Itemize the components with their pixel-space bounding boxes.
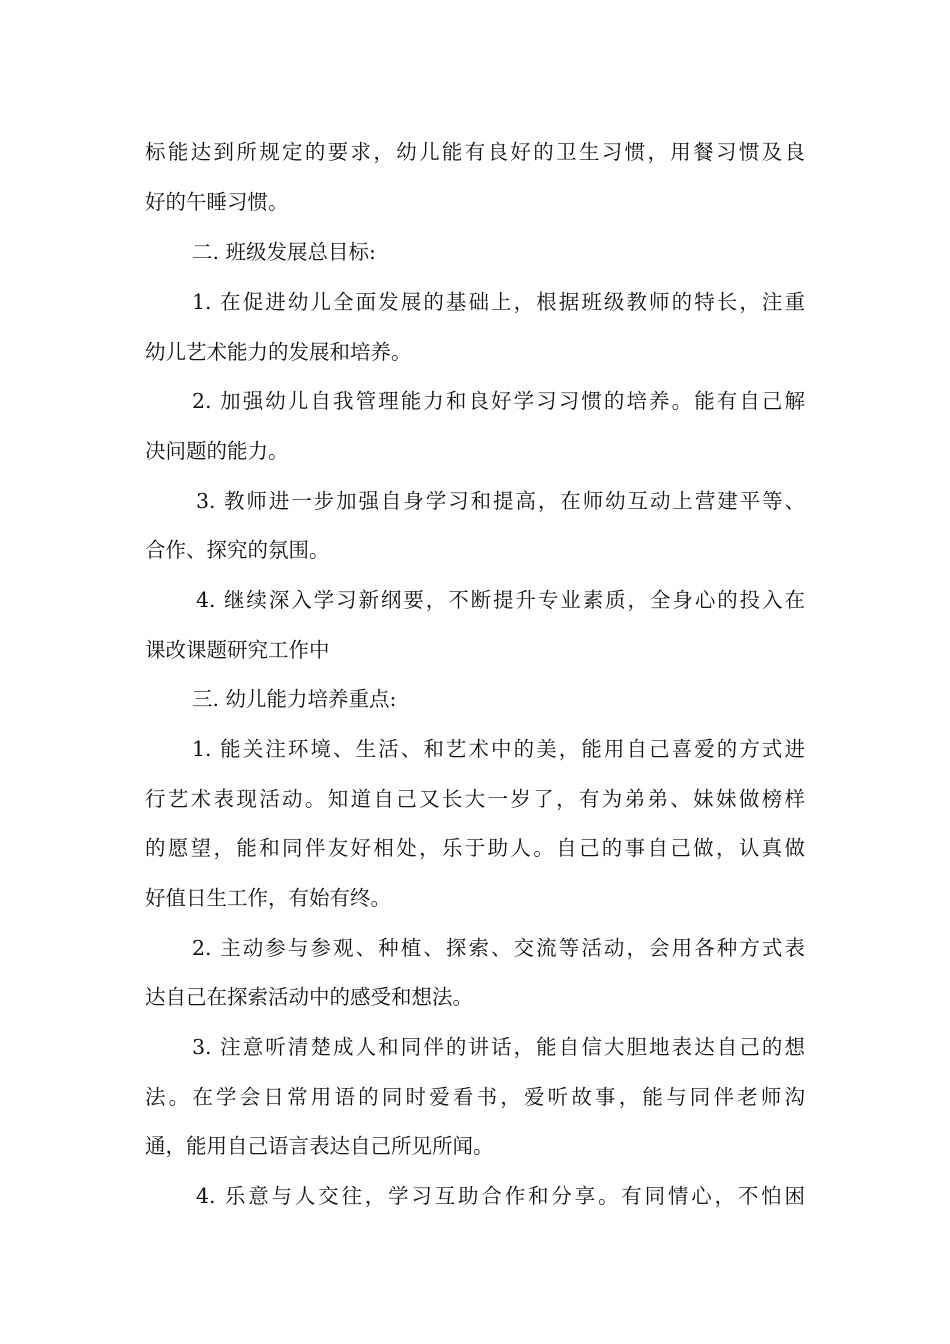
list-item-text: 决问题的能力。 xyxy=(145,439,289,463)
list-item-text: 1. 在促进幼儿全面发展的基础上，根据班级教师的特长，注重 xyxy=(192,290,805,314)
list-item-text: 课改课题研究工作中 xyxy=(145,638,330,662)
section-heading: 二. 班级发展总目标: xyxy=(192,240,376,264)
list-item-text: 4. 乐意与人交往，学习互助合作和分享。有同情心，不怕困 xyxy=(196,1184,805,1208)
body-text-line: 标能达到所规定的要求，幼儿能有良好的卫生习惯，用餐习惯及良 xyxy=(145,140,805,164)
body-text-line: 好的午睡习惯。 xyxy=(145,190,289,214)
list-item-text: 2. 加强幼儿自我管理能力和良好学习习惯的培养。能有自己解 xyxy=(192,389,805,413)
section-heading: 三. 幼儿能力培养重点: xyxy=(192,687,397,711)
list-item-text: 2. 主动参与参观、种植、探索、交流等活动，会用各种方式表 xyxy=(192,936,805,960)
list-item-text: 幼儿艺术能力的发展和培养。 xyxy=(145,340,412,364)
list-item-text: 3. 教师进一步加强自身学习和提高，在师幼互动上营建平等、 xyxy=(196,489,805,513)
list-item-text: 法。在学会日常用语的同时爱看书，爱听故事，能与同伴老师沟 xyxy=(145,1085,805,1109)
list-item-text: 达自己在探索活动中的感受和想法。 xyxy=(145,985,473,1009)
list-item-text: 的愿望，能和同伴友好相处，乐于助人。自己的事自己做，认真做 xyxy=(145,836,805,860)
list-item-text: 3. 注意听清楚成人和同伴的讲话，能自信大胆地表达自己的想 xyxy=(192,1035,805,1059)
list-item-text: 通，能用自己语言表达自己所见所闻。 xyxy=(145,1134,494,1158)
list-item-text: 4. 继续深入学习新纲要，不断提升专业素质，全身心的投入在 xyxy=(196,588,805,612)
list-item-text: 好值日生工作，有始有终。 xyxy=(145,886,391,910)
list-item-text: 1. 能关注环境、生活、和艺术中的美，能用自己喜爱的方式进 xyxy=(192,737,805,761)
list-item-text: 合作、探究的氛围。 xyxy=(145,538,330,562)
list-item-text: 行艺术表现活动。知道自己又长大一岁了，有为弟弟、妹妹做榜样 xyxy=(145,787,805,811)
